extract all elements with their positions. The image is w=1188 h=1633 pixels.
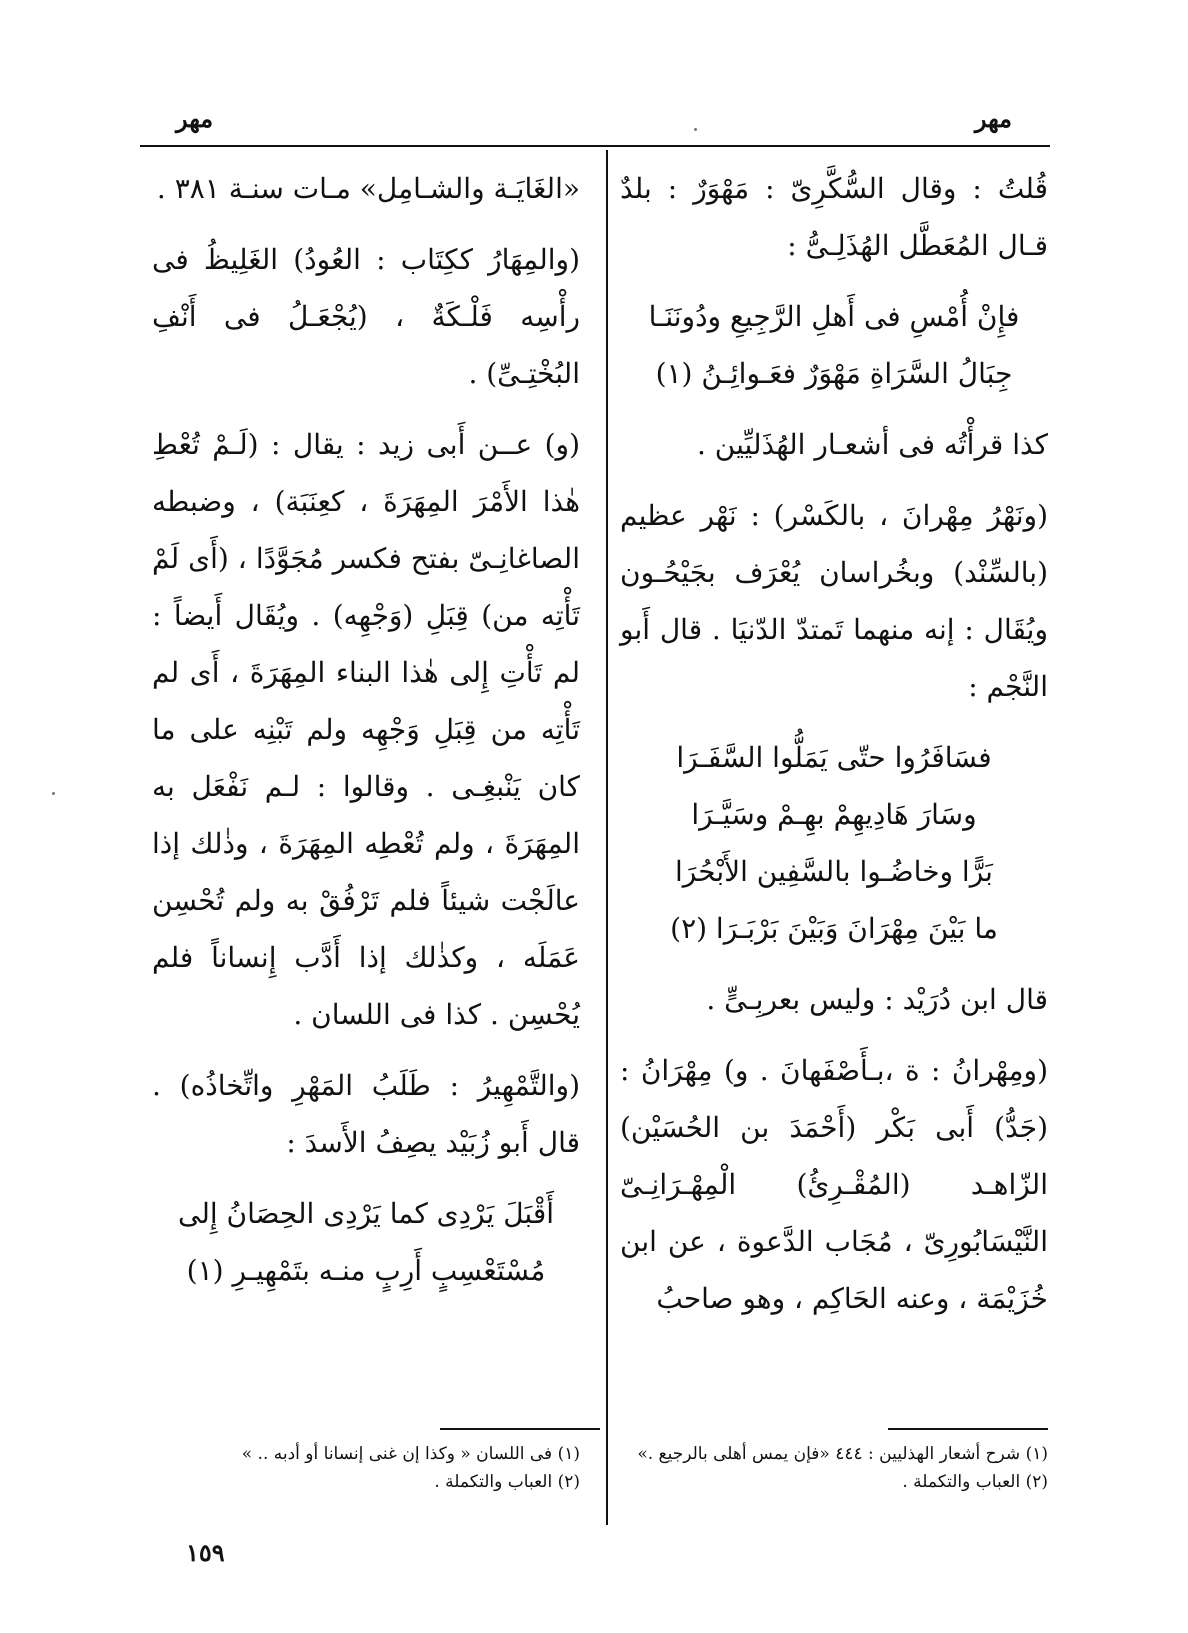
footnote-rule-left bbox=[440, 1428, 600, 1430]
verse-line: وسَارَ هَادِيهِمْ بهِـمْ وسَيَّـرَا bbox=[691, 798, 977, 831]
header-rule bbox=[140, 145, 1050, 147]
left-paragraph-2: (والمِهَارُ ككِتَاب : العُودُ) الغَلِيظُ فى رأْسِه فَلْـكَةٌ ، (يُجْعَـلُ فى أَنْفِ البُخْتِـىِّ) . bbox=[152, 243, 580, 390]
footnotes-right bbox=[620, 1440, 1048, 1496]
right-column bbox=[620, 160, 1048, 1341]
footnotes-left bbox=[152, 1440, 580, 1496]
left-paragraph-4: (والتَّمْهِيرُ : طَلَبُ المَهْرِ واتِّخاذُه) . قال أَبو زُبَيْد يصِفُ الأَسدَ : bbox=[152, 1069, 580, 1159]
left-verse-1 bbox=[152, 1185, 580, 1299]
footnote: (٢) العباب والتكملة . bbox=[434, 1472, 580, 1492]
right-paragraph-2: كذا قرأْتُه فى أشعـار الهُذَليِّين . bbox=[696, 428, 1048, 461]
footnote: (١) شرح أشعار الهذليين : ٤٤٤ «فإن يمس أهلى بالرجيع .» bbox=[637, 1444, 1048, 1464]
verse-line: ما بَيْنَ مِهْرَانَ وَبَيْنَ بَرْبَـرَا (٢) bbox=[670, 912, 998, 945]
right-verse-1 bbox=[620, 288, 1048, 402]
footnote-rule-right bbox=[888, 1428, 1048, 1430]
left-column bbox=[152, 160, 580, 1313]
speck bbox=[52, 792, 55, 795]
speck bbox=[694, 128, 697, 131]
footnote: (١) فى اللسان « وكذا إن غنى إنسانا أو أدبه .. » bbox=[241, 1444, 580, 1464]
verse-line: فإِنْ أُمْسِ فى أَهلِ الرَّجِيعِ ودُونَنَـا bbox=[648, 300, 1020, 333]
running-head-right: مهر bbox=[974, 104, 1012, 133]
right-paragraph-4: قال ابن دُرَيْد : وليس بعربِـىٍّ . bbox=[706, 983, 1048, 1016]
running-head-left: مهر bbox=[176, 104, 214, 133]
verse-line: أَقْبَلَ يَرْدِى كما يَرْدِى الحِصَانُ إِلى bbox=[177, 1197, 555, 1230]
left-paragraph-1: «الغَايَـة والشـامِل» مـات سنـة ٣٨١ . bbox=[156, 172, 580, 205]
page-number: ١٥٩ bbox=[186, 1538, 225, 1567]
verse-line: بَرًّا وخاضُـوا بالسَّفِين الأَبْحُرَا bbox=[675, 855, 993, 888]
verse-line: مُسْتَعْسِبٍ أَرِبٍ منـه بتَمْهِيـرِ (١) bbox=[186, 1254, 546, 1287]
footnote: (٢) العباب والتكملة . bbox=[902, 1472, 1048, 1492]
verse-line: جِبَالُ السَّرَاةِ مَهْوَرٌ فعَـوائِـنُ (١) bbox=[655, 357, 1013, 390]
right-paragraph-3: (ونَهْرُ مِهْرانَ ، بالكَسْر) : نَهْر عظيم (بالسِّنْد) وبخُراسان يُعْرَف بجَيْحُـون ويُقَال : إنه منهما تَمتدّ الدّنيَا . قال أَبو النَّجْم : bbox=[620, 499, 1048, 703]
right-paragraph-1: قُلتُ : وقال السُّكَّرِىّ : مَهْوَرٌ : بلدٌ قـال المُعَطَّل الهُذَلِـىُّ : bbox=[620, 172, 1048, 262]
verse-line: فسَافَرُوا حتّى يَمَلُّوا السَّفَـرَا bbox=[676, 741, 992, 774]
right-verse-2 bbox=[620, 729, 1048, 957]
right-paragraph-5: (ومِهْرانُ : ة ،بـأَصْفَهانَ . و) مِهْرَانُ : (جَدُّ) أَبى بَكْر (أَحْمَدَ بن الحُسَيْن) الزّاهـد (المُقْـرِئُ) الْمِهْـرَانِـىّ النَّيْسَابُورِىّ ، مُجَاب الدَّعوة ، عن ابن خُزَيْمَة ، وعنه الحَاكِم ، وهو صاحبُ bbox=[620, 1054, 1048, 1315]
left-paragraph-3: (و) عــن أَبى زيد : يقال : (لَـمْ تُعْطِ هٰذا الأَمْرَ المِهَرَةَ ، كعِنَبَة) ، وضبطه الصاغانِـىّ بفتح فكسر مُجَوَّدًا ، (أَى لَمْ تَأْتِه من) قِبَلِ (وَجْهِه) . ويُقَال أَيضاً : لم تَأْتِ إِلى هٰذا البناء المِهَرَةَ ، أَى لم تَأْتِه من قِبَلِ وَجْهِه ولم تَبْنِه على ما كان يَنْبغِـى . وقالوا : لـم نَفْعَل به المِهَرَةَ ، ولم تُعْطِه المِهَرَةَ ، وذٰلك إذا عالَجْت شيئاً فلم تَرْفُقْ به ولم تُحْسِن عَمَلَه ، وكذٰلك إذا أَدَّب إِنساناً فلم يُحْسِن . كذا فى اللسان . bbox=[152, 428, 580, 1031]
column-divider bbox=[606, 150, 608, 1525]
